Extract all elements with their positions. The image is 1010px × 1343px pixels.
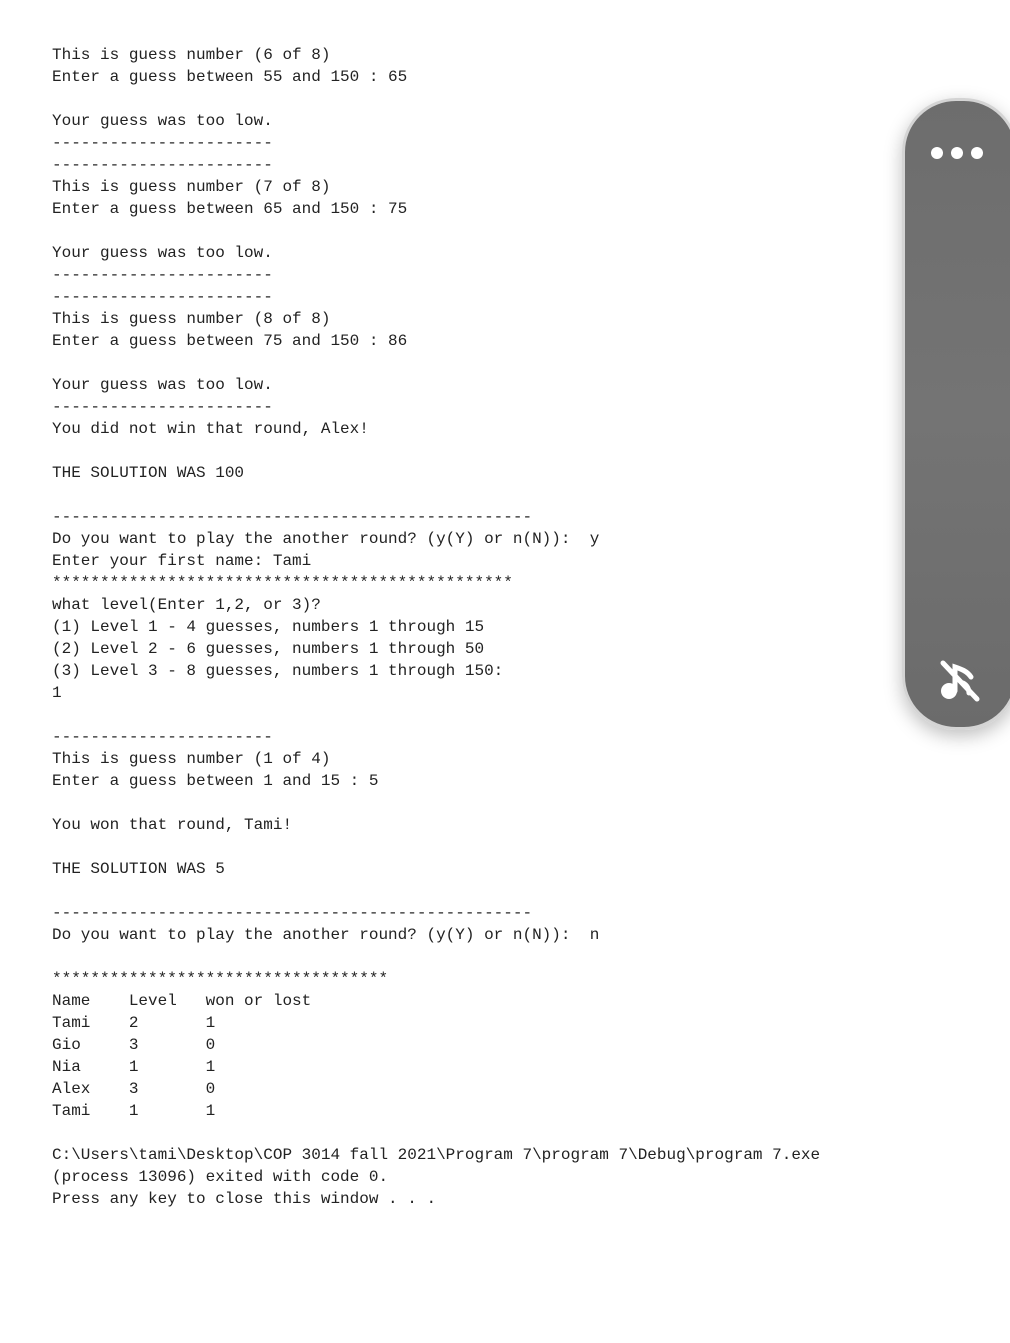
notifications-off-icon[interactable] (937, 657, 981, 703)
dot (971, 147, 983, 159)
console-line: (1) Level 1 - 4 guesses, numbers 1 through 15 (52, 618, 485, 636)
console-line: ----------------------- (52, 398, 273, 416)
console-line: Press any key to close this window . . . (52, 1190, 437, 1208)
console-line: Alex 3 0 (52, 1080, 216, 1098)
console-line: -------------------------------------------------- (52, 508, 533, 526)
floating-toolbar (902, 98, 1010, 730)
console-line (52, 792, 820, 814)
console-line: Your guess was too low. (52, 112, 273, 130)
console-line: You won that round, Tami! (52, 816, 293, 834)
console-line: Nia 1 1 (52, 1058, 216, 1076)
console-line: Your guess was too low. (52, 376, 273, 394)
console-line: *********************************** (52, 970, 389, 988)
console-line: (process 13096) exited with code 0. (52, 1168, 389, 1186)
console-line: 1 (52, 684, 62, 702)
console-line (52, 352, 820, 374)
console-line: You did not win that round, Alex! (52, 420, 369, 438)
more-options-icon[interactable] (931, 147, 987, 161)
console-line: This is guess number (6 of 8) (52, 46, 331, 64)
console-line (52, 1122, 820, 1144)
console-line (52, 484, 820, 506)
console-line: ----------------------- (52, 288, 273, 306)
console-output (52, 44, 820, 1210)
console-line: Enter a guess between 75 and 150 : 86 (52, 332, 408, 350)
console-line: ----------------------- (52, 728, 273, 746)
console-line: This is guess number (7 of 8) (52, 178, 331, 196)
console-line: This is guess number (8 of 8) (52, 310, 331, 328)
console-line (52, 880, 820, 902)
console-line: ----------------------- (52, 266, 273, 284)
console-line: Enter a guess between 55 and 150 : 65 (52, 68, 408, 86)
console-line (52, 220, 820, 242)
console-line (52, 704, 820, 726)
console-line (52, 440, 820, 462)
console-line (52, 836, 820, 858)
console-line: Enter your first name: Tami (52, 552, 312, 570)
console-line: This is guess number (1 of 4) (52, 750, 331, 768)
console-line: Enter a guess between 1 and 15 : 5 (52, 772, 379, 790)
console-line: ----------------------- (52, 134, 273, 152)
console-line: C:\Users\tami\Desktop\COP 3014 fall 2021\Program 7\program 7\Debug\program 7.exe (52, 1146, 821, 1164)
console-line: THE SOLUTION WAS 100 (52, 464, 245, 482)
console-line: Do you want to play the another round? (y(Y) or n(N)): n (52, 926, 600, 944)
console-line: Tami 1 1 (52, 1102, 216, 1120)
console-line: what level(Enter 1,2, or 3)? (52, 596, 321, 614)
console-line: Your guess was too low. (52, 244, 273, 262)
console-line (52, 946, 820, 968)
console-line: Name Level won or lost (52, 992, 312, 1010)
console-line: (3) Level 3 - 8 guesses, numbers 1 through 150: (52, 662, 504, 680)
console-line (52, 88, 820, 110)
console-line: ----------------------- (52, 156, 273, 174)
console-line: Gio 3 0 (52, 1036, 216, 1054)
console-line: Enter a guess between 65 and 150 : 75 (52, 200, 408, 218)
dot (951, 147, 963, 159)
console-line: -------------------------------------------------- (52, 904, 533, 922)
console-line: ************************************************ (52, 574, 513, 592)
dot (931, 147, 943, 159)
console-line: THE SOLUTION WAS 5 (52, 860, 225, 878)
console-line: Tami 2 1 (52, 1014, 216, 1032)
console-line: Do you want to play the another round? (y(Y) or n(N)): y (52, 530, 600, 548)
console-line: (2) Level 2 - 6 guesses, numbers 1 through 50 (52, 640, 485, 658)
